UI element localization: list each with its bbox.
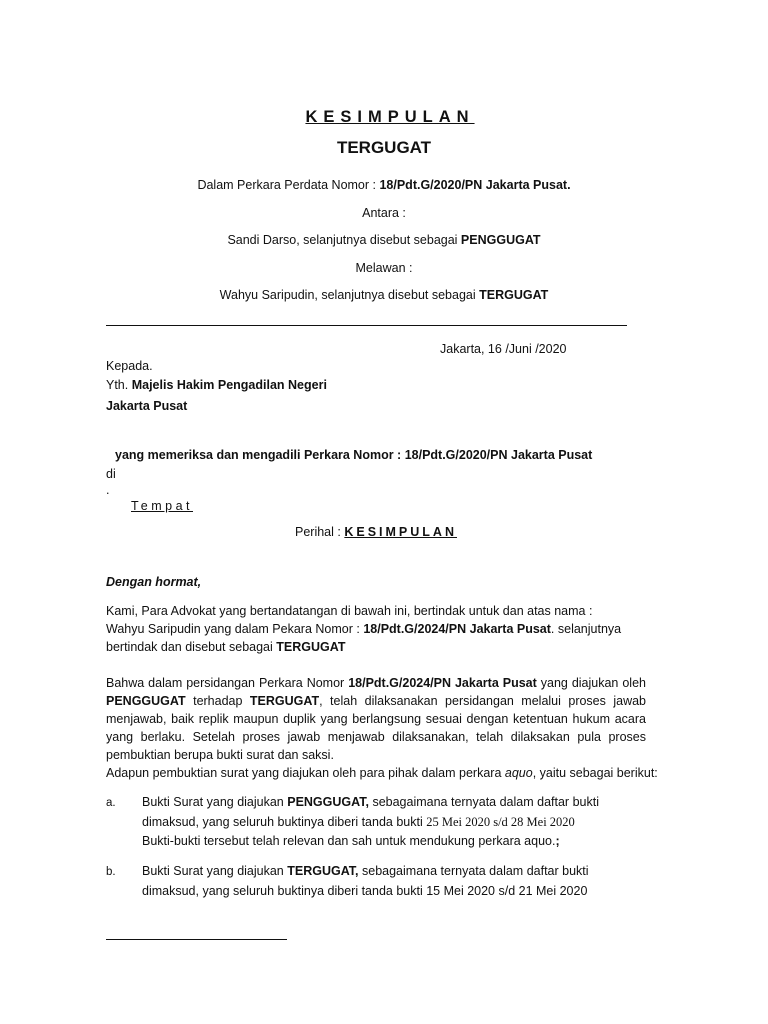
melawan-label: Melawan : (355, 261, 413, 275)
p2-role2: TERGUGAT (249, 694, 320, 708)
party2-text: Wahyu Saripudin, selanjutnya disebut sebagai (219, 288, 480, 302)
case-prefix: Dalam Perkara Perdata Nomor : (197, 178, 380, 192)
item-b-line1: Bukti Surat yang diajukan TERGUGAT, sebagaimana ternyata dalam daftar bukti (142, 864, 589, 878)
paragraph-2: Bahwa dalam persidangan Perkara Nomor 18/Pdt.G/2024/PN Jakarta Pusat yang diajukan oleh PENGGUGAT terhadap TERGUGAT, telah dilaksanakan persidangan melalui proses jawab menjawab, baik replik maupun duplik yang berlangsung sesuai dengan ketentuan hukum acara yang berlaku. Setelah proses jawab menjawab dilaksanakan, telah dilaksakan pula proses pembuktian berupa bukti surat dan saksi. (106, 676, 646, 762)
p1-case: 18/Pdt.G/2024/PN Jakarta Pusat (363, 622, 551, 636)
item-a-line2: dimaksud, yang seluruh buktinya diberi tanda bukti 25 Mei 2020 s/d 28 Mei 2020 (142, 814, 575, 829)
p2-role1: PENGGUGAT (106, 694, 186, 708)
item-a-role: PENGGUGAT, (287, 795, 369, 809)
party2-role: TERGUGAT (479, 288, 549, 302)
party1-text: Sandi Darso, selanjutnya disebut sebagai (227, 233, 461, 247)
list-marker-b: b. (106, 866, 116, 878)
p1-role: TERGUGAT (276, 640, 346, 654)
document-title: KESIMPULAN (305, 108, 475, 126)
antara-label: Antara : (362, 206, 406, 220)
examining-line: yang memeriksa dan mengadili Perkara Nomor : 18/Pdt.G/2020/PN Jakarta Pusat (115, 448, 593, 462)
perihal-value: KESIMPULAN (344, 525, 457, 539)
perihal-line (295, 525, 457, 539)
addressee-line2: Jakarta Pusat (106, 399, 188, 413)
item-b-role: TERGUGAT, (287, 864, 359, 878)
greeting: Dengan hormat, (106, 575, 202, 589)
case-number: 18/Pdt.G/2020/PN Jakarta Pusat. (379, 178, 571, 192)
list-item-b (142, 862, 642, 901)
header-divider (106, 325, 627, 326)
di-label: di (106, 467, 116, 481)
p1-line2: Wahyu Saripudin yang dalam Pekara Nomor : 18/Pdt.G/2024/PN Jakarta Pusat. selanjutnya (106, 622, 622, 636)
yth-label: Yth. (106, 378, 132, 392)
paragraph-1 (106, 602, 646, 656)
perihal-label: Perihal : (295, 525, 345, 539)
item-a-line1: Bukti Surat yang diajukan PENGGUGAT, sebagaimana ternyata dalam daftar bukti (142, 795, 599, 809)
tempat-label: Tempat (131, 499, 193, 513)
document-subtitle: TERGUGAT (336, 138, 432, 157)
p1-line1: Kami, Para Advokat yang bertandatangan di bawah ini, bertindak untuk dan atas nama : (106, 604, 593, 618)
kepada-label: Kepada. (106, 359, 153, 373)
paragraph-3: Adapun pembuktian surat yang diajukan oleh para pihak dalam perkara aquo, yaitu sebagai berikut: (106, 766, 658, 780)
letter-date: Jakarta, 16 /Juni /2020 (440, 342, 567, 356)
p3-aquo: aquo (504, 766, 533, 780)
party1-role: PENGGUGAT (460, 233, 541, 247)
addressee-name: Majelis Hakim Pengadilan Negeri (131, 378, 327, 392)
list-marker-a: a. (106, 797, 116, 809)
item-b-line2: dimaksud, yang seluruh buktinya diberi tanda bukti 15 Mei 2020 s/d 21 Mei 2020 (142, 883, 588, 898)
case-line (0, 178, 768, 192)
p1-line3: bertindak dan disebut sebagai TERGUGAT (106, 640, 346, 654)
footnote-separator (106, 939, 287, 940)
dot-mark: . (106, 483, 110, 497)
item-a-line3: Bukti-bukti tersebut telah relevan dan sah untuk mendukung perkara aquo.; (142, 834, 560, 848)
p2-case: 18/Pdt.G/2024/PN Jakarta Pusat (348, 676, 537, 690)
item-a-dates: 25 Mei 2020 s/d 28 Mei 2020 (426, 814, 575, 829)
list-item-a (142, 793, 642, 852)
party2-line (0, 288, 768, 302)
addressee-line1 (106, 378, 327, 392)
party1-line (0, 233, 768, 247)
